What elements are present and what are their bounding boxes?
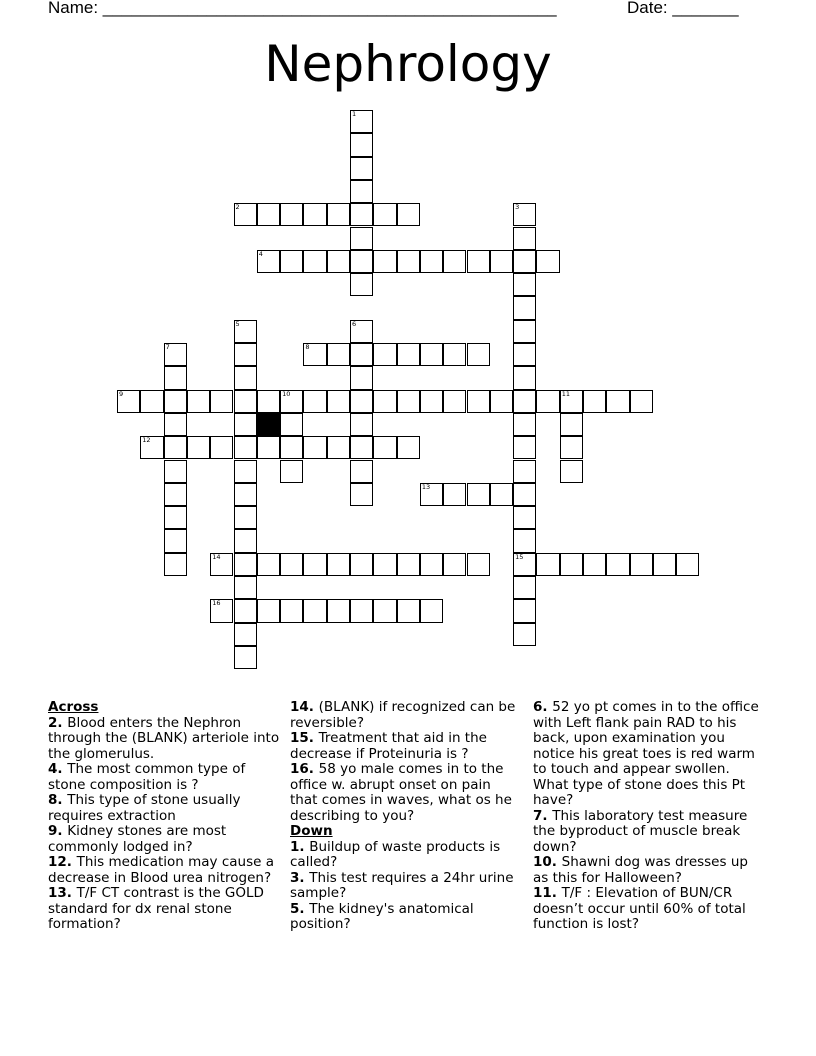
grid-cell[interactable] (630, 390, 653, 413)
clue-number-label: 8. (48, 792, 68, 808)
clue-number: 2 (235, 203, 240, 212)
grid-cell[interactable] (350, 390, 373, 413)
grid-cell[interactable] (234, 483, 257, 506)
clues-column-2 (290, 700, 522, 933)
grid-cell[interactable] (327, 250, 350, 273)
clue-number-label: 4. (48, 761, 68, 777)
clue-number: 16 (212, 599, 221, 608)
grid-cell[interactable] (397, 203, 420, 226)
grid-cell[interactable] (467, 343, 490, 366)
clue-number: 6 (352, 319, 357, 328)
clue-text: This medication may cause a decrease in Blood urea nitrogen? (48, 854, 274, 886)
clue-text: The kidney's anatomical position? (290, 900, 474, 932)
grid-cell[interactable] (303, 203, 326, 226)
grid-cell[interactable] (536, 250, 559, 273)
grid-cell[interactable] (164, 529, 187, 552)
grid-cell[interactable] (467, 553, 490, 576)
grid-cell[interactable] (397, 343, 420, 366)
grid-cell[interactable] (606, 390, 629, 413)
grid-cell[interactable] (513, 273, 536, 296)
grid-cell[interactable] (490, 250, 513, 273)
clue-item (48, 855, 280, 886)
grid-cell[interactable] (420, 343, 443, 366)
grid-cell[interactable] (303, 436, 326, 459)
grid-cell[interactable] (420, 390, 443, 413)
clue-number-label: 12. (48, 854, 77, 870)
clue-number: 12 (142, 436, 151, 445)
grid-cell[interactable] (443, 390, 466, 413)
grid-cell[interactable] (536, 390, 559, 413)
grid-cell[interactable] (513, 553, 536, 576)
grid-cell[interactable] (234, 436, 257, 459)
clue-item (290, 840, 522, 871)
clue-text: This type of stone usually requires extraction (48, 792, 241, 824)
grid-cell[interactable] (513, 366, 536, 389)
clue-number: 11 (561, 389, 570, 398)
grid-cell[interactable] (513, 599, 536, 622)
clue-number: 9 (119, 389, 124, 398)
clue-number: 1 (352, 110, 357, 118)
grid-cell[interactable] (536, 553, 559, 576)
across-clue-list-continued (290, 700, 522, 824)
grid-cell[interactable] (513, 506, 536, 529)
clue-text: T/F : Elevation of BUN/CR doesn’t occur until 60% of total function is lost? (533, 885, 746, 932)
grid-cell[interactable] (350, 157, 373, 180)
down-clue-list-continued (533, 700, 765, 933)
grid-cell[interactable] (676, 553, 699, 576)
grid-cell[interactable] (560, 390, 583, 413)
grid-cell[interactable] (513, 413, 536, 436)
clue-number-label: 3. (290, 869, 310, 886)
grid-cell[interactable] (234, 646, 257, 669)
across-heading: Across (48, 699, 99, 715)
grid-cell[interactable] (164, 366, 187, 389)
clue-number: 8 (305, 343, 310, 351)
grid-cell[interactable] (257, 250, 280, 273)
clue-text: 58 yo male comes in to the office w. abrupt onset on pain that comes in waves, what os he describing to you? (290, 761, 512, 824)
grid-cell[interactable] (164, 436, 187, 459)
grid-cell[interactable] (606, 553, 629, 576)
grid-cell[interactable] (513, 460, 536, 483)
name-field[interactable]: Name: ________________________________________________ (48, 0, 557, 17)
grid-cell[interactable] (117, 390, 140, 413)
grid-cell[interactable] (303, 390, 326, 413)
grid-cell[interactable] (373, 436, 396, 459)
clue-item (533, 809, 765, 856)
down-clue-list (290, 840, 522, 933)
grid-cell[interactable] (513, 320, 536, 343)
grid-cell[interactable] (653, 553, 676, 576)
grid-cell[interactable] (327, 390, 350, 413)
clue-number-label: 15. (290, 730, 319, 746)
grid-cell[interactable] (187, 436, 210, 459)
grid-cell[interactable] (397, 553, 420, 576)
grid-cell[interactable] (397, 599, 420, 622)
grid-cell[interactable] (303, 599, 326, 622)
grid-cell[interactable] (140, 390, 163, 413)
grid-cell[interactable] (164, 413, 187, 436)
clue-number: 13 (421, 482, 431, 491)
grid-cell[interactable] (350, 460, 373, 483)
clue-number: 7 (165, 343, 170, 351)
grid-cell[interactable] (373, 250, 396, 273)
grid-cell[interactable] (257, 390, 280, 413)
grid-cell[interactable] (443, 483, 466, 506)
clue-item (48, 886, 280, 933)
grid-cell[interactable] (164, 553, 187, 576)
grid-cell[interactable] (327, 203, 350, 226)
grid-cell[interactable] (350, 413, 373, 436)
grid-cell[interactable] (420, 483, 443, 506)
grid-cell[interactable] (210, 553, 233, 576)
grid-cell[interactable] (513, 203, 536, 226)
grid-cell[interactable] (280, 599, 303, 622)
down-heading: Down (290, 823, 333, 839)
clue-text: The most common type of stone composition is ? (48, 761, 246, 793)
clue-item (290, 762, 522, 824)
clue-item (48, 762, 280, 793)
grid-cell[interactable] (350, 320, 373, 343)
grid-cell[interactable] (210, 436, 233, 459)
grid-cell[interactable] (490, 483, 513, 506)
clue-number: 14 (212, 552, 221, 561)
grid-cell[interactable] (164, 390, 187, 413)
clue-item (533, 700, 765, 809)
clue-text: 52 yo pt comes in to the office with Left flank pain RAD to his back, upon examination you notice his great toes is red warm to touch and appear swollen. What type of stone does this Pt have? (533, 699, 759, 808)
grid-cell[interactable] (420, 250, 443, 273)
grid-cell[interactable] (513, 343, 536, 366)
clue-text: T/F CT contrast is the GOLD standard for dx renal stone formation? (48, 885, 264, 932)
grid-cell[interactable] (467, 390, 490, 413)
black-square (257, 413, 280, 436)
clue-number-label: 14. (290, 699, 319, 715)
grid-cell[interactable] (164, 460, 187, 483)
grid-cell[interactable] (280, 553, 303, 576)
grid-cell[interactable] (350, 110, 373, 133)
clue-number-label: 9. (48, 823, 68, 839)
grid-cell[interactable] (280, 203, 303, 226)
grid-cell[interactable] (234, 529, 257, 552)
clue-number-label: 6. (533, 699, 553, 715)
clues-column-3 (533, 700, 765, 933)
clue-text: This test requires a 24hr urine sample? (290, 869, 514, 901)
grid-cell[interactable] (234, 623, 257, 646)
grid-cell[interactable] (560, 436, 583, 459)
grid-cell[interactable] (164, 506, 187, 529)
across-clue-list (48, 716, 280, 933)
grid-cell[interactable] (373, 390, 396, 413)
grid-cell[interactable] (350, 250, 373, 273)
grid-cell[interactable] (350, 483, 373, 506)
clue-number: 15 (515, 552, 524, 561)
grid-cell[interactable] (443, 553, 466, 576)
grid-cell[interactable] (630, 553, 653, 576)
grid-cell[interactable] (443, 343, 466, 366)
grid-cell[interactable] (234, 390, 257, 413)
grid-cell[interactable] (234, 553, 257, 576)
grid-cell[interactable] (513, 529, 536, 552)
grid-cell[interactable] (513, 436, 536, 459)
grid-cell[interactable] (327, 599, 350, 622)
grid-cell[interactable] (210, 390, 233, 413)
clue-number-label: 16. (290, 761, 319, 777)
grid-cell[interactable] (583, 553, 606, 576)
grid-cell[interactable] (373, 553, 396, 576)
clues-column-1 (48, 700, 280, 933)
grid-cell[interactable] (234, 343, 257, 366)
clue-number-label: 10. (533, 854, 562, 870)
grid-cell[interactable] (280, 436, 303, 459)
grid-cell[interactable] (234, 460, 257, 483)
grid-cell[interactable] (140, 436, 163, 459)
grid-cell[interactable] (397, 390, 420, 413)
grid-cell[interactable] (513, 483, 536, 506)
grid-cell[interactable] (327, 343, 350, 366)
clue-item (290, 731, 522, 762)
grid-cell[interactable] (513, 390, 536, 413)
grid-cell[interactable] (280, 390, 303, 413)
clue-number: 4 (258, 249, 263, 258)
clue-item (290, 902, 522, 933)
clue-text: Blood enters the Nephron through the (BLANK) arteriole into the glomerulus. (48, 714, 280, 762)
grid-cell[interactable] (467, 483, 490, 506)
clue-text: Buildup of waste products is called? (290, 838, 501, 870)
grid-cell[interactable] (350, 227, 373, 250)
clue-item (290, 700, 522, 731)
grid-cell[interactable] (443, 250, 466, 273)
grid-cell[interactable] (350, 180, 373, 203)
grid-cell[interactable] (513, 576, 536, 599)
clue-item (48, 824, 280, 855)
clue-item (48, 716, 280, 763)
date-field[interactable]: Date: _______ (627, 0, 739, 17)
grid-cell[interactable] (373, 343, 396, 366)
clue-text: Treatment that aid in the decrease if Proteinuria is ? (290, 730, 487, 762)
grid-cell[interactable] (350, 203, 373, 226)
grid-cell[interactable] (560, 553, 583, 576)
grid-cell[interactable] (303, 250, 326, 273)
clue-text: Kidney stones are most commonly lodged in? (48, 823, 227, 855)
grid-cell[interactable] (350, 599, 373, 622)
grid-cell[interactable] (467, 250, 490, 273)
grid-cell[interactable] (164, 483, 187, 506)
grid-cell[interactable] (397, 436, 420, 459)
grid-cell[interactable] (257, 553, 280, 576)
grid-cell[interactable] (397, 250, 420, 273)
grid-cell[interactable] (187, 390, 210, 413)
clue-text: This laboratory test measure the byproduct of muscle break down? (533, 807, 748, 855)
grid-cell[interactable] (234, 576, 257, 599)
grid-cell[interactable] (373, 599, 396, 622)
grid-cell[interactable] (350, 133, 373, 156)
grid-cell[interactable] (234, 413, 257, 436)
clue-number-label: 7. (533, 807, 553, 824)
grid-cell[interactable] (350, 273, 373, 296)
clue-text: (BLANK) if recognized can be reversible? (290, 699, 516, 731)
clue-text: Shawni dog was dresses up as this for Halloween? (533, 854, 748, 886)
clue-number: 5 (235, 319, 240, 328)
grid-cell[interactable] (583, 390, 606, 413)
grid-cell[interactable] (234, 366, 257, 389)
grid-cell[interactable] (513, 227, 536, 250)
grid-cell[interactable] (560, 460, 583, 483)
grid-cell[interactable] (513, 250, 536, 273)
clue-item (290, 871, 522, 902)
grid-cell[interactable] (490, 390, 513, 413)
grid-cell[interactable] (373, 203, 396, 226)
clue-number-label: 11. (533, 885, 562, 901)
clue-number-label: 5. (290, 900, 310, 917)
grid-cell[interactable] (513, 296, 536, 319)
grid-cell[interactable] (560, 413, 583, 436)
clue-number: 10 (282, 389, 291, 398)
grid-cell[interactable] (257, 436, 280, 459)
grid-cell[interactable] (280, 460, 303, 483)
grid-cell[interactable] (420, 599, 443, 622)
grid-cell[interactable] (257, 599, 280, 622)
clue-item (48, 793, 280, 824)
grid-cell[interactable] (164, 343, 187, 366)
grid-cell[interactable] (350, 553, 373, 576)
grid-cell[interactable] (513, 623, 536, 646)
grid-cell[interactable] (234, 599, 257, 622)
grid-cell[interactable] (280, 413, 303, 436)
grid-cell[interactable] (303, 553, 326, 576)
grid-cell[interactable] (350, 366, 373, 389)
clue-number-label: 13. (48, 885, 77, 901)
clue-item (533, 855, 765, 886)
grid-cell[interactable] (303, 343, 326, 366)
grid-cell[interactable] (420, 553, 443, 576)
grid-cell[interactable] (257, 203, 280, 226)
clue-number-label: 2. (48, 714, 68, 731)
grid-cell[interactable] (234, 506, 257, 529)
grid-cell[interactable] (327, 553, 350, 576)
clue-number-label: 1. (290, 838, 310, 855)
clue-item (533, 886, 765, 933)
grid-cell[interactable] (234, 320, 257, 343)
page-title: Nephrology (264, 35, 552, 93)
grid-cell[interactable] (280, 250, 303, 273)
grid-cell[interactable] (210, 599, 233, 622)
grid-cell[interactable] (350, 436, 373, 459)
grid-cell[interactable] (234, 203, 257, 226)
clue-number: 3 (515, 203, 520, 212)
grid-cell[interactable] (350, 343, 373, 366)
grid-cell[interactable] (327, 436, 350, 459)
